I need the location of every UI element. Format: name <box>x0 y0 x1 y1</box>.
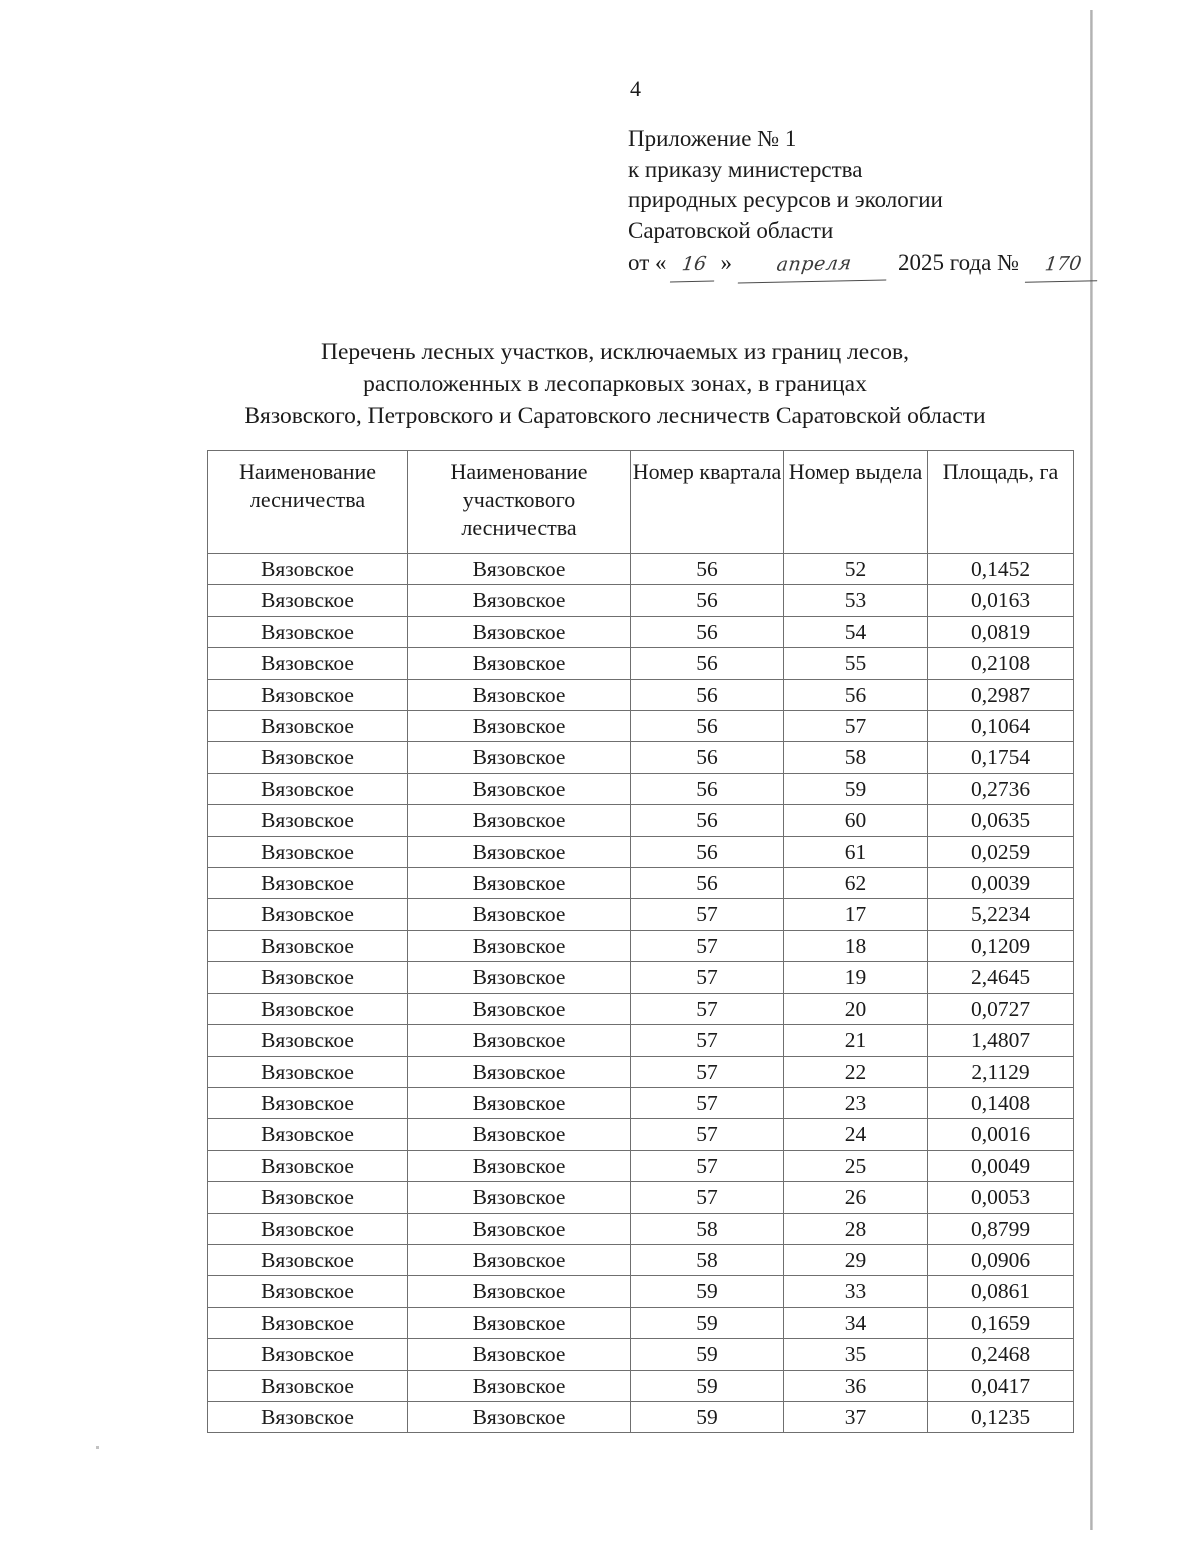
cell-kvartal-number: 57 <box>631 930 784 961</box>
cell-vydel-number: 19 <box>784 962 928 993</box>
cell-kvartal-number: 58 <box>631 1244 784 1275</box>
scan-edge-artifact <box>1090 10 1093 1530</box>
cell-district-forestry-name: Вязовское <box>408 1087 631 1118</box>
cell-district-forestry-name: Вязовское <box>408 868 631 899</box>
cell-forestry-name: Вязовское <box>208 805 408 836</box>
cell-forestry-name: Вязовское <box>208 616 408 647</box>
cell-kvartal-number: 58 <box>631 1213 784 1244</box>
cell-vydel-number: 56 <box>784 679 928 710</box>
cell-district-forestry-name: Вязовское <box>408 742 631 773</box>
table-row <box>208 742 1074 773</box>
cell-area: 0,2468 <box>928 1339 1074 1370</box>
cell-forestry-name: Вязовское <box>208 711 408 742</box>
cell-area: 1,4807 <box>928 1025 1074 1056</box>
cell-area: 0,8799 <box>928 1213 1074 1244</box>
table-row <box>208 711 1074 742</box>
table-row <box>208 1370 1074 1401</box>
cell-vydel-number: 24 <box>784 1119 928 1150</box>
handwritten-day: 16 <box>669 249 717 282</box>
cell-kvartal-number: 56 <box>631 773 784 804</box>
table-row <box>208 1119 1074 1150</box>
date-prefix: от « <box>628 250 667 275</box>
cell-area: 2,1129 <box>928 1056 1074 1087</box>
cell-forestry-name: Вязовское <box>208 1025 408 1056</box>
cell-forestry-name: Вязовское <box>208 1370 408 1401</box>
document-title <box>150 336 1080 432</box>
cell-kvartal-number: 56 <box>631 711 784 742</box>
cell-area: 2,4645 <box>928 962 1074 993</box>
cell-district-forestry-name: Вязовское <box>408 1339 631 1370</box>
cell-forestry-name: Вязовское <box>208 1182 408 1213</box>
cell-kvartal-number: 56 <box>631 679 784 710</box>
cell-vydel-number: 33 <box>784 1276 928 1307</box>
cell-district-forestry-name: Вязовское <box>408 616 631 647</box>
cell-forestry-name: Вязовское <box>208 1339 408 1370</box>
cell-vydel-number: 52 <box>784 554 928 585</box>
cell-forestry-name: Вязовское <box>208 773 408 804</box>
cell-forestry-name: Вязовское <box>208 962 408 993</box>
cell-forestry-name: Вязовское <box>208 1401 408 1432</box>
table-row <box>208 868 1074 899</box>
cell-forestry-name: Вязовское <box>208 585 408 616</box>
table-row <box>208 1025 1074 1056</box>
table-row <box>208 805 1074 836</box>
cell-kvartal-number: 56 <box>631 868 784 899</box>
cell-kvartal-number: 57 <box>631 1087 784 1118</box>
table-header-row <box>208 451 1074 554</box>
table-row <box>208 1150 1074 1181</box>
cell-kvartal-number: 57 <box>631 1182 784 1213</box>
cell-kvartal-number: 57 <box>631 993 784 1024</box>
cell-forestry-name: Вязовское <box>208 1244 408 1275</box>
column-header-area: Площадь, га <box>928 451 1074 554</box>
cell-vydel-number: 21 <box>784 1025 928 1056</box>
cell-vydel-number: 35 <box>784 1339 928 1370</box>
cell-forestry-name: Вязовское <box>208 993 408 1024</box>
cell-area: 0,0906 <box>928 1244 1074 1275</box>
cell-kvartal-number: 57 <box>631 962 784 993</box>
table-row <box>208 993 1074 1024</box>
column-header-kvartal-number: Номер квартала <box>631 451 784 554</box>
cell-forestry-name: Вязовское <box>208 930 408 961</box>
cell-area: 0,1235 <box>928 1401 1074 1432</box>
cell-forestry-name: Вязовское <box>208 1056 408 1087</box>
cell-district-forestry-name: Вязовское <box>408 1119 631 1150</box>
cell-area: 0,0819 <box>928 616 1074 647</box>
cell-kvartal-number: 59 <box>631 1401 784 1432</box>
cell-area: 0,1408 <box>928 1087 1074 1118</box>
cell-district-forestry-name: Вязовское <box>408 711 631 742</box>
cell-vydel-number: 58 <box>784 742 928 773</box>
cell-area: 0,2108 <box>928 648 1074 679</box>
cell-vydel-number: 37 <box>784 1401 928 1432</box>
cell-area: 0,1659 <box>928 1307 1074 1338</box>
cell-vydel-number: 61 <box>784 836 928 867</box>
cell-forestry-name: Вязовское <box>208 1119 408 1150</box>
table-row <box>208 1213 1074 1244</box>
cell-kvartal-number: 57 <box>631 899 784 930</box>
cell-area: 0,0163 <box>928 585 1074 616</box>
date-year-text: 2025 года № <box>898 250 1020 275</box>
scan-speck-artifact <box>96 1446 99 1449</box>
cell-district-forestry-name: Вязовское <box>408 648 631 679</box>
table-body <box>208 554 1074 1433</box>
table-row <box>208 773 1074 804</box>
order-date-line <box>628 248 1083 282</box>
cell-vydel-number: 57 <box>784 711 928 742</box>
cell-district-forestry-name: Вязовское <box>408 1370 631 1401</box>
cell-area: 0,0635 <box>928 805 1074 836</box>
date-quote-close: » <box>720 250 732 275</box>
page-number: 4 <box>630 76 642 101</box>
cell-district-forestry-name: Вязовское <box>408 585 631 616</box>
forest-plots-table-container <box>207 450 1073 1433</box>
appendix-line-3: природных ресурсов и экологии <box>628 187 943 212</box>
cell-kvartal-number: 57 <box>631 1150 784 1181</box>
cell-area: 0,0053 <box>928 1182 1074 1213</box>
cell-area: 0,0861 <box>928 1276 1074 1307</box>
cell-vydel-number: 25 <box>784 1150 928 1181</box>
table-row <box>208 585 1074 616</box>
table-row <box>208 648 1074 679</box>
cell-area: 0,0417 <box>928 1370 1074 1401</box>
cell-forestry-name: Вязовское <box>208 1150 408 1181</box>
handwritten-order-number: 170 <box>1025 248 1101 282</box>
appendix-line-4: Саратовской области <box>628 217 834 243</box>
cell-vydel-number: 62 <box>784 868 928 899</box>
cell-area: 0,2736 <box>928 773 1074 804</box>
cell-vydel-number: 34 <box>784 1307 928 1338</box>
cell-vydel-number: 26 <box>784 1182 928 1213</box>
cell-kvartal-number: 56 <box>631 554 784 585</box>
table-row <box>208 616 1074 647</box>
cell-area: 0,2987 <box>928 679 1074 710</box>
cell-forestry-name: Вязовское <box>208 899 408 930</box>
cell-vydel-number: 23 <box>784 1087 928 1118</box>
cell-vydel-number: 18 <box>784 930 928 961</box>
table-row <box>208 962 1074 993</box>
title-line-2: расположенных в лесопарковых зонах, в границах <box>363 371 867 397</box>
cell-district-forestry-name: Вязовское <box>408 1401 631 1432</box>
cell-forestry-name: Вязовское <box>208 1213 408 1244</box>
cell-kvartal-number: 56 <box>631 648 784 679</box>
cell-kvartal-number: 56 <box>631 805 784 836</box>
appendix-line-2: к приказу министерства <box>628 156 863 182</box>
cell-forestry-name: Вязовское <box>208 1276 408 1307</box>
title-line-3: Вязовского, Петровского и Саратовского лесничеств Саратовской области <box>244 403 986 429</box>
cell-area: 0,0259 <box>928 836 1074 867</box>
cell-kvartal-number: 56 <box>631 836 784 867</box>
cell-vydel-number: 60 <box>784 805 928 836</box>
cell-district-forestry-name: Вязовское <box>408 1276 631 1307</box>
table-row <box>208 1244 1074 1275</box>
cell-kvartal-number: 57 <box>631 1056 784 1087</box>
table-row <box>208 1182 1074 1213</box>
cell-forestry-name: Вязовское <box>208 836 408 867</box>
cell-vydel-number: 28 <box>784 1213 928 1244</box>
cell-vydel-number: 22 <box>784 1056 928 1087</box>
cell-kvartal-number: 59 <box>631 1307 784 1338</box>
table-row <box>208 1056 1074 1087</box>
column-header-vydel-number: Номер выдела <box>784 451 928 554</box>
cell-area: 0,1754 <box>928 742 1074 773</box>
cell-district-forestry-name: Вязовское <box>408 1150 631 1181</box>
table-row <box>208 930 1074 961</box>
cell-district-forestry-name: Вязовское <box>408 1056 631 1087</box>
cell-area: 0,0039 <box>928 868 1074 899</box>
cell-district-forestry-name: Вязовское <box>408 993 631 1024</box>
cell-area: 0,1064 <box>928 711 1074 742</box>
cell-district-forestry-name: Вязовское <box>408 1307 631 1338</box>
appendix-reference-block <box>628 124 1083 282</box>
table-row <box>208 554 1074 585</box>
cell-district-forestry-name: Вязовское <box>408 962 631 993</box>
cell-district-forestry-name: Вязовское <box>408 1244 631 1275</box>
table-row <box>208 899 1074 930</box>
cell-district-forestry-name: Вязовское <box>408 679 631 710</box>
cell-district-forestry-name: Вязовское <box>408 805 631 836</box>
forest-plots-table <box>207 450 1074 1433</box>
cell-kvartal-number: 56 <box>631 616 784 647</box>
cell-kvartal-number: 59 <box>631 1370 784 1401</box>
cell-kvartal-number: 57 <box>631 1119 784 1150</box>
cell-area: 0,1209 <box>928 930 1074 961</box>
cell-forestry-name: Вязовское <box>208 868 408 899</box>
handwritten-month: апреля <box>738 247 890 283</box>
title-line-1: Перечень лесных участков, исключаемых из границ лесов, <box>321 339 909 365</box>
cell-area: 5,2234 <box>928 899 1074 930</box>
cell-forestry-name: Вязовское <box>208 679 408 710</box>
cell-district-forestry-name: Вязовское <box>408 1213 631 1244</box>
cell-area: 0,0049 <box>928 1150 1074 1181</box>
table-header <box>208 451 1074 554</box>
table-row <box>208 1087 1074 1118</box>
cell-vydel-number: 59 <box>784 773 928 804</box>
cell-vydel-number: 17 <box>784 899 928 930</box>
cell-district-forestry-name: Вязовское <box>408 1182 631 1213</box>
table-row <box>208 836 1074 867</box>
cell-kvartal-number: 59 <box>631 1276 784 1307</box>
cell-district-forestry-name: Вязовское <box>408 899 631 930</box>
cell-district-forestry-name: Вязовское <box>408 554 631 585</box>
cell-vydel-number: 54 <box>784 616 928 647</box>
cell-district-forestry-name: Вязовское <box>408 836 631 867</box>
table-row <box>208 1339 1074 1370</box>
cell-forestry-name: Вязовское <box>208 742 408 773</box>
appendix-line-1: Приложение № 1 <box>628 126 797 151</box>
cell-vydel-number: 36 <box>784 1370 928 1401</box>
cell-forestry-name: Вязовское <box>208 1087 408 1118</box>
table-row <box>208 1401 1074 1432</box>
table-row <box>208 1307 1074 1338</box>
cell-area: 0,0727 <box>928 993 1074 1024</box>
cell-vydel-number: 55 <box>784 648 928 679</box>
cell-district-forestry-name: Вязовское <box>408 773 631 804</box>
cell-area: 0,0016 <box>928 1119 1074 1150</box>
cell-kvartal-number: 56 <box>631 742 784 773</box>
table-row <box>208 1276 1074 1307</box>
cell-area: 0,1452 <box>928 554 1074 585</box>
cell-forestry-name: Вязовское <box>208 648 408 679</box>
cell-district-forestry-name: Вязовское <box>408 1025 631 1056</box>
cell-vydel-number: 20 <box>784 993 928 1024</box>
cell-kvartal-number: 57 <box>631 1025 784 1056</box>
cell-vydel-number: 53 <box>784 585 928 616</box>
cell-forestry-name: Вязовское <box>208 554 408 585</box>
cell-kvartal-number: 56 <box>631 585 784 616</box>
table-row <box>208 679 1074 710</box>
cell-forestry-name: Вязовское <box>208 1307 408 1338</box>
cell-district-forestry-name: Вязовское <box>408 930 631 961</box>
column-header-district-forestry-name: Наименование участкового лесничества <box>408 451 631 554</box>
cell-kvartal-number: 59 <box>631 1339 784 1370</box>
cell-vydel-number: 29 <box>784 1244 928 1275</box>
column-header-forestry-name: Наименование лесничества <box>208 451 408 554</box>
